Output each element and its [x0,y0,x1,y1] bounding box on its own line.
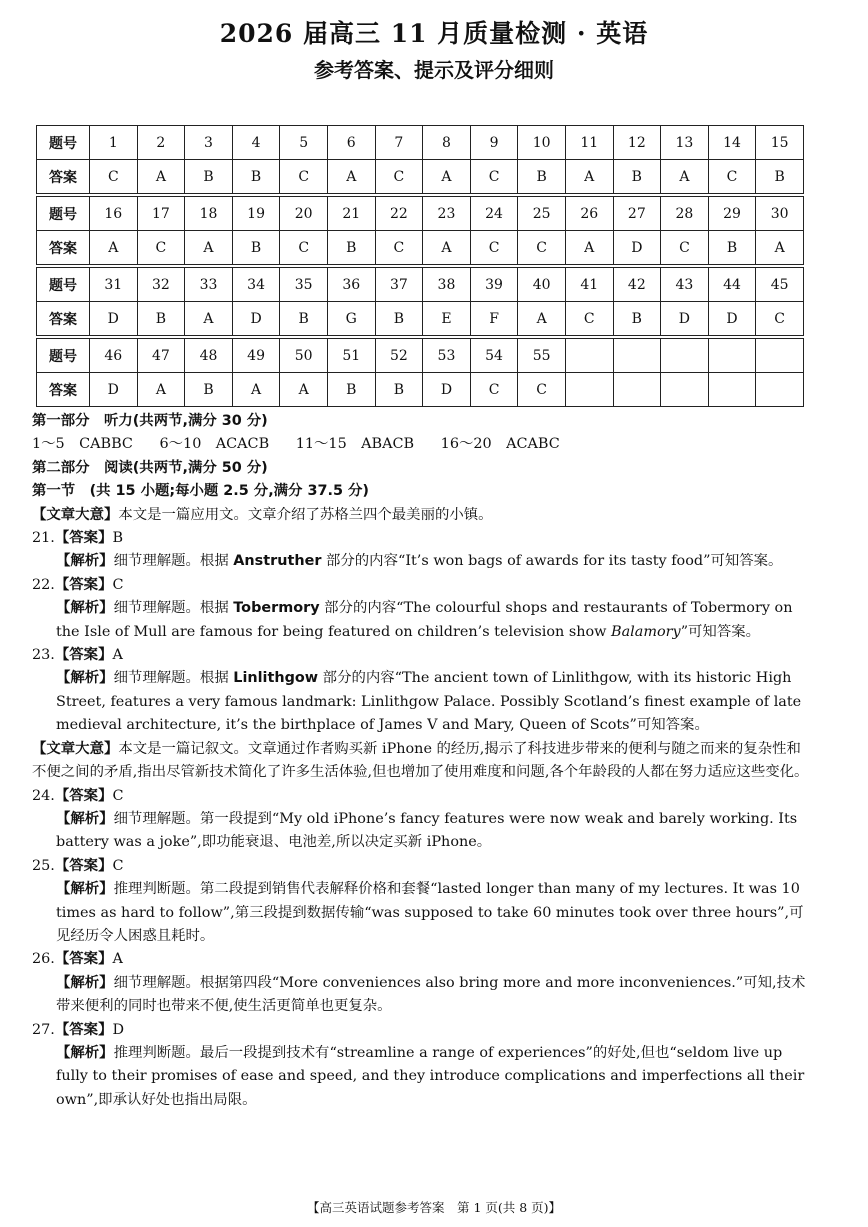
answer-cell: C [280,160,328,196]
q27-answer: 27.【答案】D [32,1021,125,1038]
question-number-cell: 39 [470,266,518,302]
passage-a-summary: 【文章大意】本文是一篇应用文。文章介绍了苏格兰四个最美丽的小镇。 [32,506,493,523]
answer-cell: B [185,160,233,196]
answer-cell: A [232,373,280,407]
question-number-cell: 43 [661,266,709,302]
answer-cell: C [375,231,423,267]
answer-cell: D [90,373,138,407]
question-number-cell: 52 [375,337,423,373]
answer-cell: C [661,231,709,267]
answer-cell: A [518,302,566,338]
answer-cell: A [565,160,613,196]
answer-cell: C [518,231,566,267]
question-number-cell: 36 [327,266,375,302]
question-number-cell: 1 [90,126,138,160]
question-number-row [37,337,804,373]
passage-b-summary: 【文章大意】本文是一篇记叙文。文章通过作者购买新 iPhone 的经历,揭示了科技进步带来的便利与随之而来的复杂性和不便之间的矛盾,指出尽管新技术简化了许多生活体验,但也增加了使用难度和问题,各个年龄段的人都在努力适应这些变化。 [32,740,809,781]
answer-cell: C [90,160,138,196]
answer-cell: C [375,160,423,196]
answer-cell: B [708,231,756,267]
q23-explanation: 【解析】细节理解题。根据 Linlithgow 部分的内容“The ancient town of Linlithgow, with its historic High Street, features a very famous landmark: Linlithgow Palace. Possibly Scotland’s finest example of late medieval architecture, it’s the birthplace of James V and Mary, Queen of Scots”可知答案。 [56,670,802,734]
question-number-cell: 23 [423,195,471,231]
q21-explanation: 【解析】细节理解题。根据 Anstruther 部分的内容“It’s won bags of awards for its tasty food”可知答案。 [56,553,783,570]
q25-answer: 25.【答案】C [32,857,124,874]
answer-cell [661,373,709,407]
answer-cell [756,373,804,407]
question-number-cell: 16 [90,195,138,231]
question-number-cell: 29 [708,195,756,231]
question-number-cell: 47 [137,337,185,373]
answer-cell: D [661,302,709,338]
listening-key: 11～15 ABACB [295,436,415,453]
question-number-row [37,195,804,231]
answer-row [37,160,804,196]
question-number-cell: 53 [423,337,471,373]
question-number-cell: 11 [565,126,613,160]
question-number-cell: 31 [90,266,138,302]
answer-cell: B [232,160,280,196]
answer-cell: B [232,231,280,267]
answer-cell: A [185,231,233,267]
question-number-cell: 9 [470,126,518,160]
answer-cell: B [327,231,375,267]
page-title: 2026 届高三 11 月质量检测 · 英语 [219,19,649,48]
answer-row [37,231,804,267]
answer-table [36,125,804,407]
answer-cell: B [756,160,804,196]
question-number-cell: 5 [280,126,328,160]
answer-cell: A [661,160,709,196]
question-number-cell: 6 [327,126,375,160]
answer-cell [708,373,756,407]
answer-label-cell: 答案 [37,302,90,338]
question-number-cell: 19 [232,195,280,231]
question-number-cell [613,337,661,373]
answer-cell: B [375,302,423,338]
answer-cell: B [327,373,375,407]
question-number-cell: 13 [661,126,709,160]
answer-cell: A [327,160,375,196]
q24-explanation: 【解析】细节理解题。第一段提到“My old iPhone’s fancy features were now weak and barely working. Its battery was a joke”,即功能衰退、电池差,所以决定买新 iPhone。 [56,810,798,851]
question-number-cell: 3 [185,126,233,160]
question-number-cell: 46 [90,337,138,373]
answer-cell: D [232,302,280,338]
question-number-cell: 54 [470,337,518,373]
question-number-cell: 28 [661,195,709,231]
answer-cell: D [613,231,661,267]
question-label-cell: 题号 [37,195,90,231]
part1-keys [32,433,812,456]
answer-cell: D [423,373,471,407]
question-number-cell: 48 [185,337,233,373]
question-number-cell: 55 [518,337,566,373]
answer-cell: A [423,231,471,267]
answer-cell: A [137,373,185,407]
question-number-cell [661,337,709,373]
question-number-cell: 14 [708,126,756,160]
question-number-row [37,126,804,160]
question-number-cell: 7 [375,126,423,160]
answer-cell: C [565,302,613,338]
answer-cell: A [756,231,804,267]
section1-heading: 第一节 (共 15 小题;每小题 2.5 分,满分 37.5 分) [32,483,369,500]
answer-cell: E [423,302,471,338]
answer-cell: B [613,160,661,196]
answer-cell: B [137,302,185,338]
question-number-cell: 37 [375,266,423,302]
part2-heading: 第二部分 阅读(共两节,满分 50 分) [32,459,268,476]
answer-cell: G [327,302,375,338]
question-number-cell: 12 [613,126,661,160]
listening-key: 16～20 ACABC [440,436,560,453]
question-number-cell: 50 [280,337,328,373]
answer-cell: F [470,302,518,338]
answer-cell: C [470,160,518,196]
question-number-cell: 10 [518,126,566,160]
question-number-cell: 34 [232,266,280,302]
q27-explanation: 【解析】推理判断题。最后一段提到技术有“streamline a range of experiences”的好处,但也“seldom live up fully to their promises of ease and speed, and they introduce complications and imperfections all their own”,即承认好处也指出局限。 [56,1044,805,1108]
q23-answer: 23.【答案】A [32,647,123,664]
q25-explanation: 【解析】推理判断题。第二段提到销售代表解释价格和套餐“lasted longer than many of my lectures. It was 10 times as hard to follow”,第三段提到数据传输“was supposed to take 60 minutes took over three hours”,可见经历令人困惑且耗时。 [56,881,804,944]
answer-cell: C [708,160,756,196]
q22-explanation: 【解析】细节理解题。根据 Tobermory 部分的内容“The colourful shops and restaurants of Tobermory on the Isle of Mull are famous for being featured on children’s television show Balamory”可知答案。 [56,600,793,640]
question-number-cell: 33 [185,266,233,302]
question-number-row [37,266,804,302]
answer-cell: C [470,231,518,267]
question-number-cell: 32 [137,266,185,302]
question-number-cell: 2 [137,126,185,160]
question-number-cell: 35 [280,266,328,302]
answer-cell: C [280,231,328,267]
answer-cell: C [518,373,566,407]
question-number-cell: 27 [613,195,661,231]
question-number-cell: 4 [232,126,280,160]
answer-cell [565,373,613,407]
question-number-cell: 17 [137,195,185,231]
answer-cell: B [613,302,661,338]
answer-cell: A [90,231,138,267]
answer-cell [613,373,661,407]
answer-cell: B [518,160,566,196]
question-number-cell: 20 [280,195,328,231]
answer-label-cell: 答案 [37,160,90,196]
answer-cell: B [375,373,423,407]
listening-key: 6～10 ACACB [159,436,270,453]
question-number-cell: 38 [423,266,471,302]
answer-row [37,302,804,338]
question-number-cell: 24 [470,195,518,231]
answer-cell: B [280,302,328,338]
part1-heading: 第一部分 听力(共两节,满分 30 分) [32,413,268,429]
question-label-cell: 题号 [37,337,90,373]
question-number-cell: 22 [375,195,423,231]
question-number-cell: 26 [565,195,613,231]
answer-cell: C [137,231,185,267]
page-footer: 【高三英语试题参考答案 第 1 页(共 8 页)】 [306,1200,562,1215]
question-number-cell: 45 [756,266,804,302]
question-number-cell: 41 [565,266,613,302]
question-number-cell: 44 [708,266,756,302]
question-label-cell: 题号 [37,266,90,302]
q26-answer: 26.【答案】A [32,951,123,968]
answer-label-cell: 答案 [37,373,90,407]
question-number-cell: 51 [327,337,375,373]
answer-label-cell: 答案 [37,231,90,267]
q24-answer: 24.【答案】C [32,787,124,804]
question-number-cell [708,337,756,373]
answer-cell: D [90,302,138,338]
question-number-cell [565,337,613,373]
question-label-cell: 题号 [37,126,90,160]
question-number-cell [756,337,804,373]
question-number-cell: 25 [518,195,566,231]
question-number-cell: 15 [756,126,804,160]
answer-cell: C [470,373,518,407]
answer-cell: A [565,231,613,267]
q22-answer: 22.【答案】C [32,576,124,593]
answer-cell: D [708,302,756,338]
explanations [32,410,812,1112]
answer-cell: A [137,160,185,196]
answer-key-table [36,125,804,407]
question-number-cell: 42 [613,266,661,302]
q21-answer: 21.【答案】B [32,530,124,547]
answer-cell: A [423,160,471,196]
q26-explanation: 【解析】细节理解题。根据第四段“More conveniences also bring more and more inconveniences.”可知,技术带来便利的同时也带来不便,使生活更简单也更复杂。 [56,974,806,1015]
question-number-cell: 18 [185,195,233,231]
question-number-cell: 8 [423,126,471,160]
question-number-cell: 30 [756,195,804,231]
page-subtitle: 参考答案、提示及评分细则 [314,58,554,82]
answer-cell: B [185,373,233,407]
answer-row [37,373,804,407]
listening-key: 1～5 CABBC [32,436,133,453]
question-number-cell: 21 [327,195,375,231]
answer-cell: A [280,373,328,407]
answer-cell: A [185,302,233,338]
question-number-cell: 49 [232,337,280,373]
question-number-cell: 40 [518,266,566,302]
answer-cell: C [756,302,804,338]
